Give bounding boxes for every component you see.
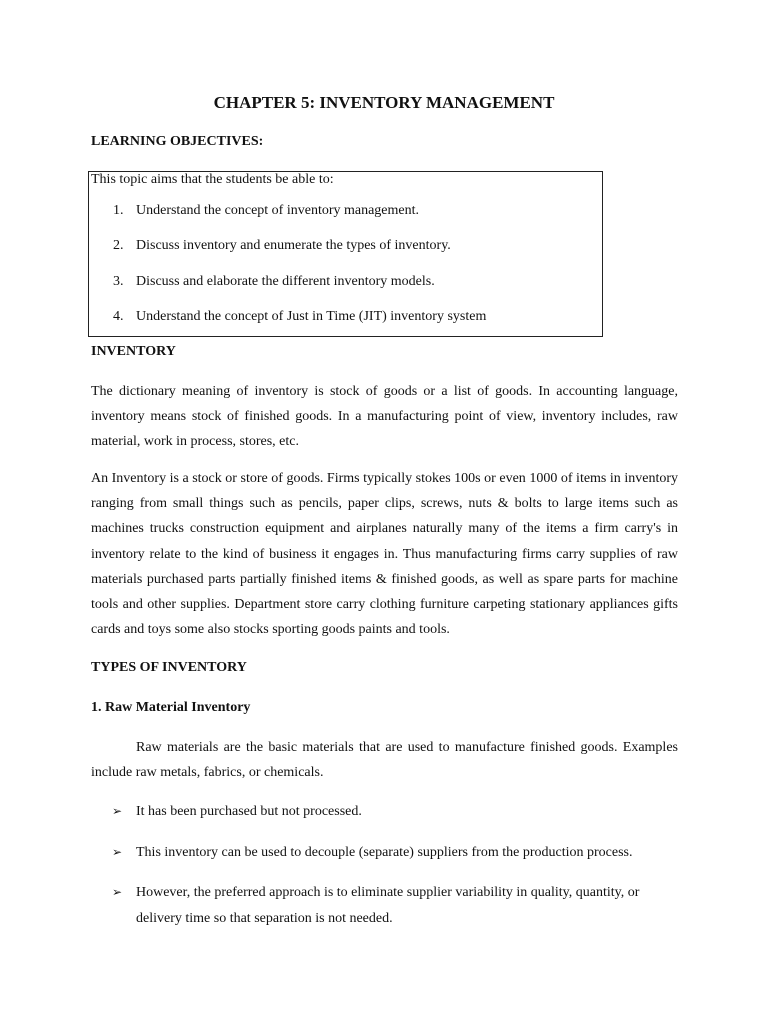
objective-number: 3. [113, 273, 124, 289]
objective-text: Understand the concept of Just in Time (JIT) inventory system [136, 308, 487, 324]
learning-objectives-heading: LEARNING OBJECTIVES: [91, 134, 264, 149]
objective-item [113, 203, 486, 238]
objectives-list [113, 203, 486, 344]
bullet-text: This inventory can be used to decouple (separate) suppliers from the production process. [136, 844, 633, 860]
objective-item [113, 238, 486, 273]
arrowhead-bullet-icon: ➢ [112, 844, 123, 859]
list-item [112, 880, 682, 931]
inventory-paragraph-2: An Inventory is a stock or store of goods. Firms typically stokes 100s or even 1000 of items in inventory ranging from small things such as pencils, paper clips, screws, nuts & bolts to large items such as machines trucks construction equipment and airplanes naturally many of the items a firm carry's in inventory relate to the kind of business it engages in. Thus manufacturing firms carry supplies of raw materials purchased parts partially finished items & finished goods, as well as spare parts for machine tools and other supplies. Department store carry clothing furniture carpeting stationary appliances gifts cards and toys some also stocks sporting goods paints and tools. [91, 471, 678, 638]
chapter-title: CHAPTER 5: INVENTORY MANAGEMENT [213, 93, 555, 112]
bullet-text: It has been purchased but not processed. [136, 804, 362, 819]
types-of-inventory-heading: TYPES OF INVENTORY [91, 660, 247, 675]
raw-material-paragraph: Raw materials are the basic materials that are used to manufacture finished goods. Examples include raw metals, fabrics, or chemicals. [91, 740, 678, 781]
objective-number: 1. [113, 203, 124, 218]
objective-text: Discuss inventory and enumerate the types of inventory. [136, 238, 451, 254]
raw-material-subheading: 1. Raw Material Inventory [91, 700, 251, 715]
objective-text: Discuss and elaborate the different inventory models. [136, 273, 435, 289]
objective-item [113, 274, 486, 309]
inventory-paragraph-1: The dictionary meaning of inventory is stock of goods or a list of goods. In accounting language, inventory means stock of finished goods. In a manufacturing point of view, inventory includes, raw material, work in process, stores, etc. [91, 384, 678, 450]
objective-text: Understand the concept of inventory management. [136, 203, 420, 218]
list-item [112, 840, 682, 866]
objective-number: 2. [113, 238, 124, 254]
arrowhead-bullet-icon: ➢ [112, 885, 123, 899]
list-item [112, 799, 682, 825]
objective-item [113, 309, 486, 344]
objectives-box [88, 171, 603, 337]
objective-number: 4. [113, 308, 124, 324]
arrowhead-bullet-icon: ➢ [112, 804, 123, 818]
raw-material-bullet-list [112, 799, 682, 931]
bullet-text: However, the preferred approach is to eliminate supplier variability in quality, quantity, or delivery time so that separation is not needed. [136, 885, 640, 926]
objectives-intro: This topic aims that the students be able to: [91, 172, 334, 187]
inventory-heading: INVENTORY [91, 344, 176, 359]
